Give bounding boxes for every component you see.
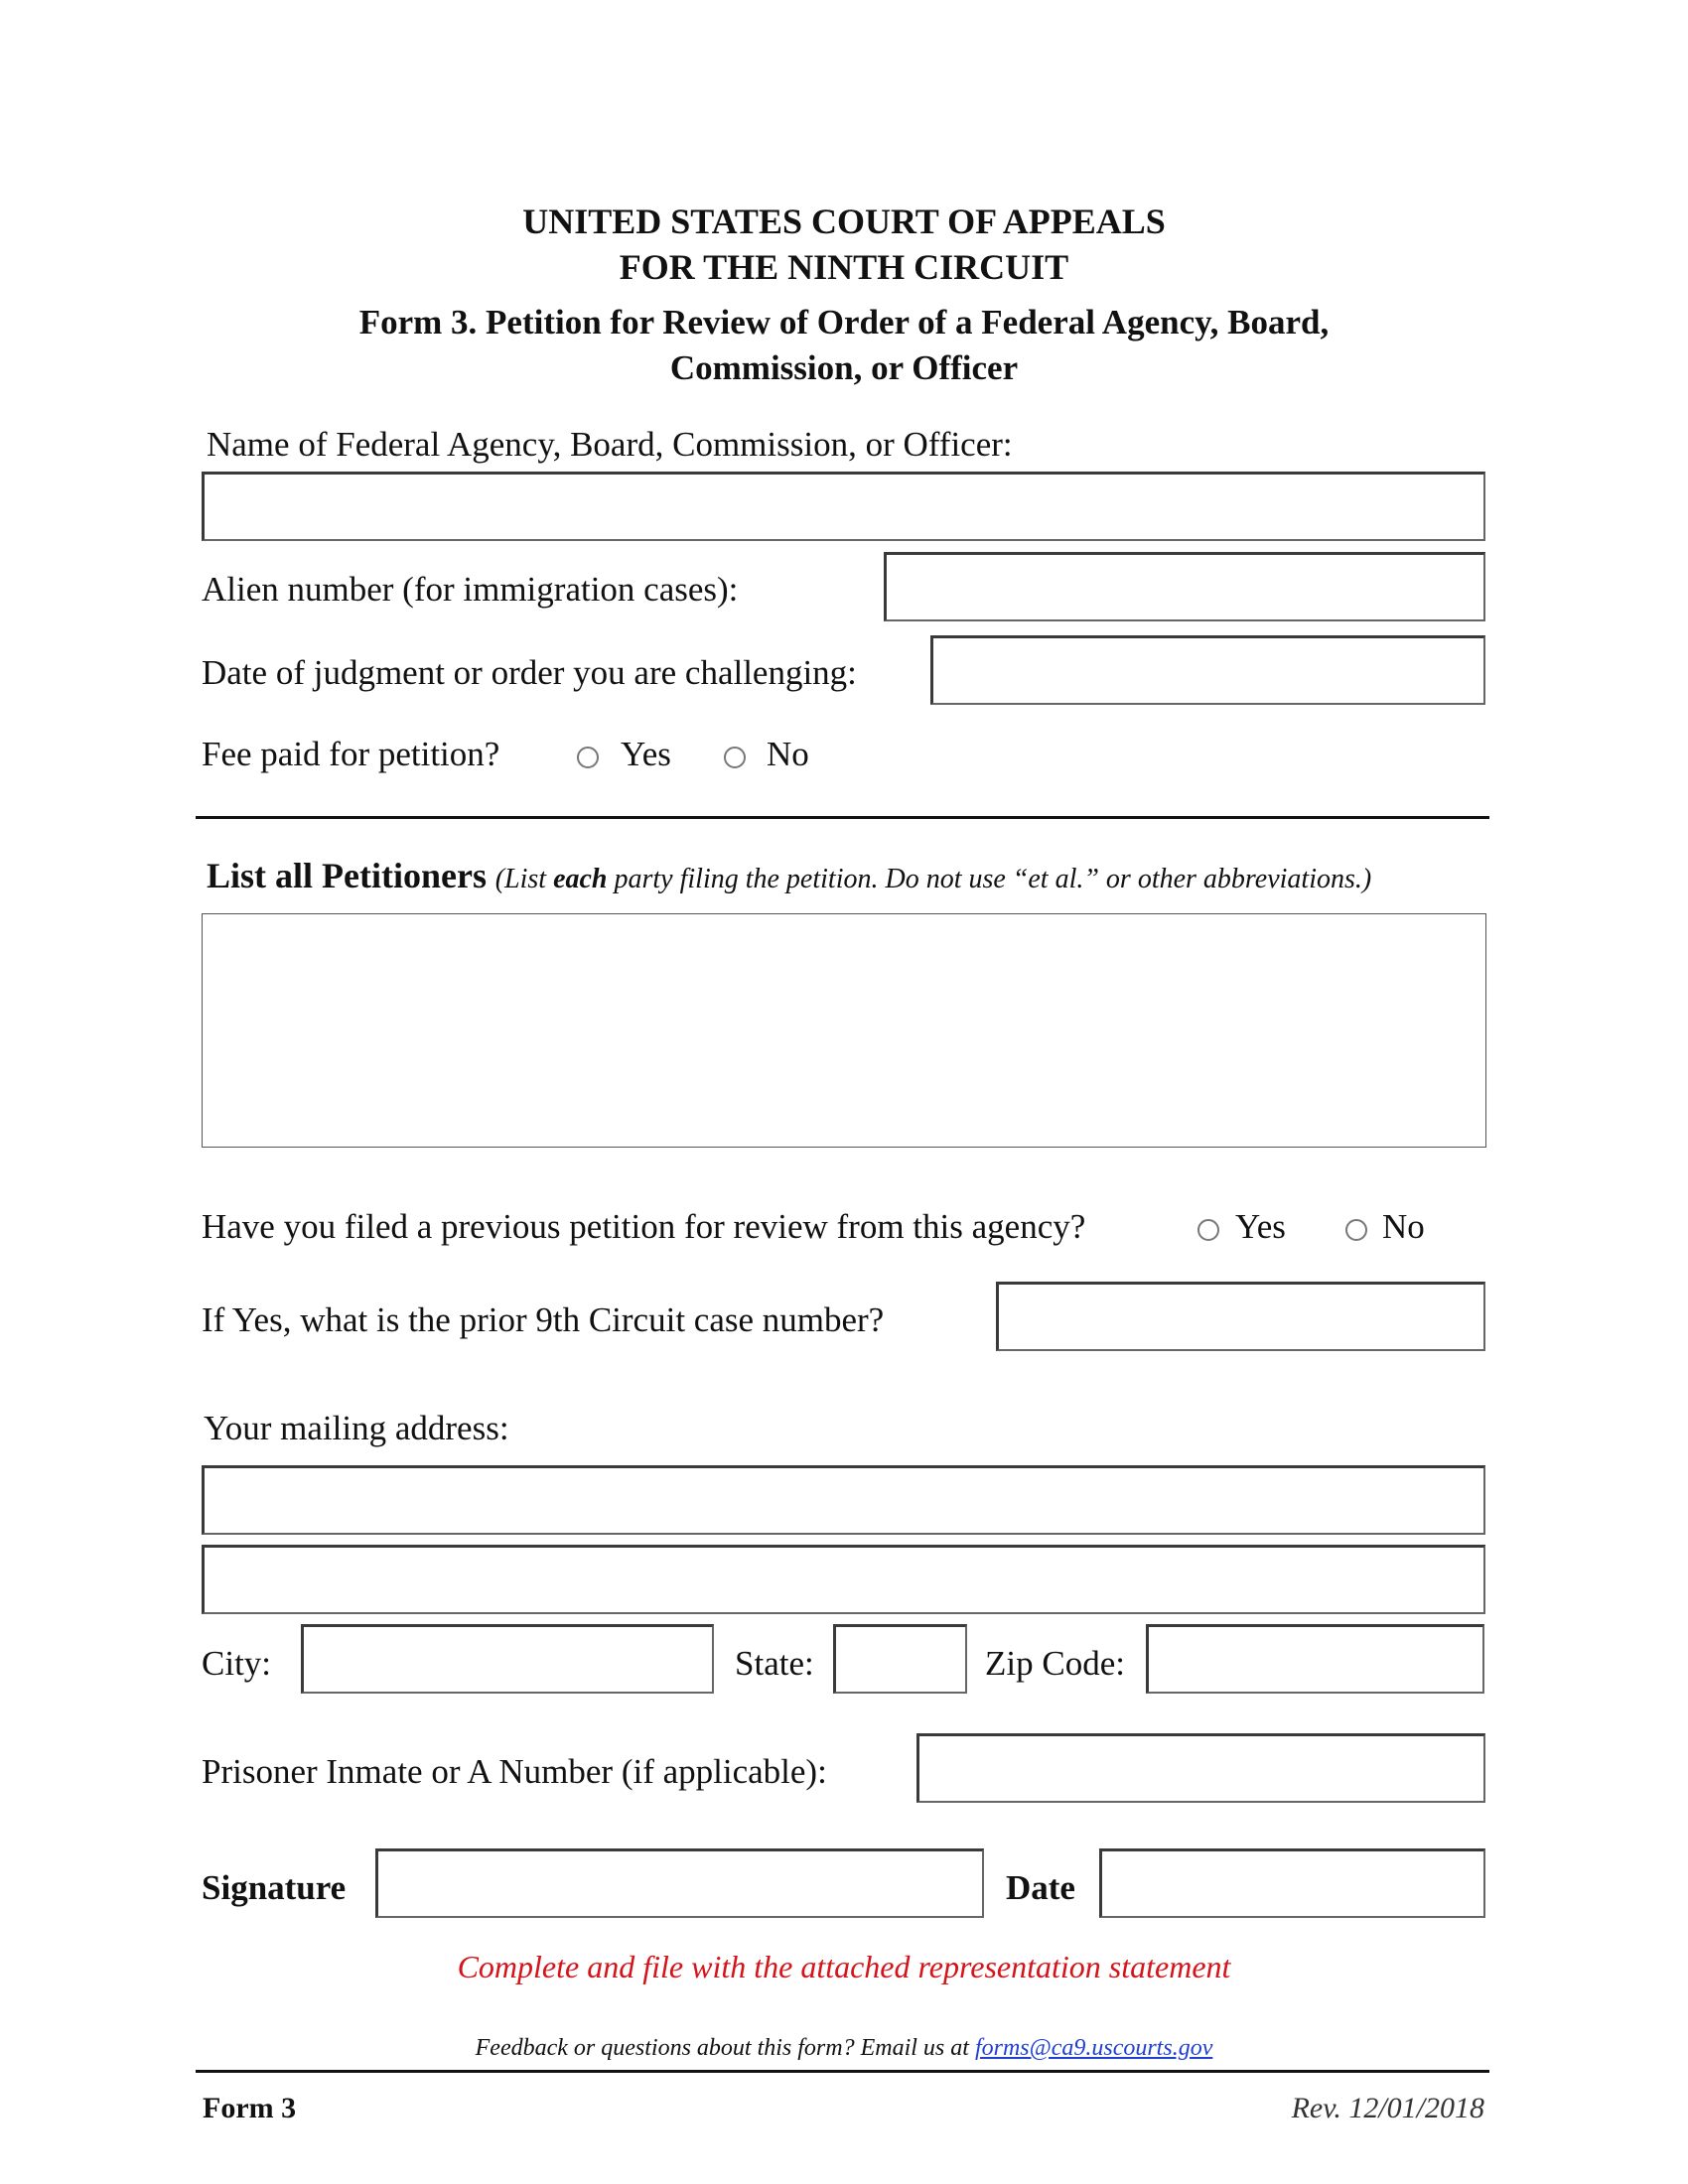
petitioners-heading-line xyxy=(207,856,1371,899)
fee-paid-yes-label: Yes xyxy=(621,735,671,773)
judgment-date-label: Date of judgment or order you are challenging: xyxy=(202,653,857,692)
signature-label: Signature xyxy=(202,1868,347,1907)
prisoner-number-field[interactable] xyxy=(916,1733,1485,1803)
previous-petition-no-radio[interactable] xyxy=(1345,1219,1367,1241)
petitioners-note-prefix: (List xyxy=(494,864,554,894)
prisoner-number-label: Prisoner Inmate or A Number (if applicable): xyxy=(202,1752,827,1791)
state-label: State: xyxy=(735,1644,814,1683)
fee-paid-label: Fee paid for petition? xyxy=(202,735,500,773)
fee-paid-no-label: No xyxy=(767,735,809,773)
city-field[interactable] xyxy=(301,1624,714,1694)
previous-petition-yes-radio[interactable] xyxy=(1197,1219,1219,1241)
fee-paid-yes-radio[interactable] xyxy=(577,747,599,768)
form-title-line2: Commission, or Officer xyxy=(669,348,1019,387)
footer-revision: Rev. 12/01/2018 xyxy=(1291,2092,1484,2124)
previous-petition-yes-label: Yes xyxy=(1235,1207,1286,1246)
section-divider xyxy=(196,816,1489,819)
city-label: City: xyxy=(202,1644,272,1683)
feedback-text: Feedback or questions about this form? Email us at xyxy=(475,2035,975,2061)
form-title-line1: Form 3. Petition for Review of Order of a Federal Agency, Board, xyxy=(358,303,1330,341)
prior-case-number-field[interactable] xyxy=(996,1282,1485,1351)
address-line2-field[interactable] xyxy=(202,1545,1485,1614)
date-field[interactable] xyxy=(1099,1848,1485,1918)
footer-divider xyxy=(196,2070,1489,2073)
feedback-email-link[interactable]: forms@ca9.uscourts.gov xyxy=(974,2035,1213,2061)
petitioners-note-suffix: party filing the petition. Do not use “et al.” or other abbreviations.) xyxy=(607,864,1372,894)
address-line1-field[interactable] xyxy=(202,1465,1485,1535)
previous-petition-no-label: No xyxy=(1382,1207,1425,1246)
petitioners-textarea[interactable] xyxy=(202,913,1486,1148)
judgment-date-field[interactable] xyxy=(930,635,1485,705)
representation-notice: Complete and file with the attached representation statement xyxy=(457,1949,1231,1984)
previous-petition-question: Have you filed a previous petition for review from this agency? xyxy=(202,1207,1086,1246)
zip-code-field[interactable] xyxy=(1146,1624,1484,1694)
alien-number-label: Alien number (for immigration cases): xyxy=(202,570,739,609)
agency-name-label: Name of Federal Agency, Board, Commission, or Officer: xyxy=(207,425,1013,464)
court-name-line1: UNITED STATES COURT OF APPEALS xyxy=(522,202,1166,241)
feedback-line xyxy=(0,2033,1688,2063)
court-name-line2: FOR THE NINTH CIRCUIT xyxy=(619,247,1069,287)
petitioners-note xyxy=(495,864,1372,894)
prior-case-number-label: If Yes, what is the prior 9th Circuit case number? xyxy=(202,1300,885,1339)
mailing-address-label: Your mailing address: xyxy=(204,1409,509,1447)
footer-form-label: Form 3 xyxy=(203,2092,297,2124)
agency-name-field[interactable] xyxy=(202,472,1485,541)
zip-code-label: Zip Code: xyxy=(985,1644,1125,1683)
fee-paid-no-radio[interactable] xyxy=(724,747,746,768)
date-label: Date xyxy=(1006,1868,1075,1907)
alien-number-field[interactable] xyxy=(884,552,1485,621)
signature-field[interactable] xyxy=(375,1848,984,1918)
state-field[interactable] xyxy=(833,1624,967,1694)
petitioners-heading: List all Petitioners xyxy=(207,856,487,895)
petitioners-note-bold: each xyxy=(553,864,608,894)
